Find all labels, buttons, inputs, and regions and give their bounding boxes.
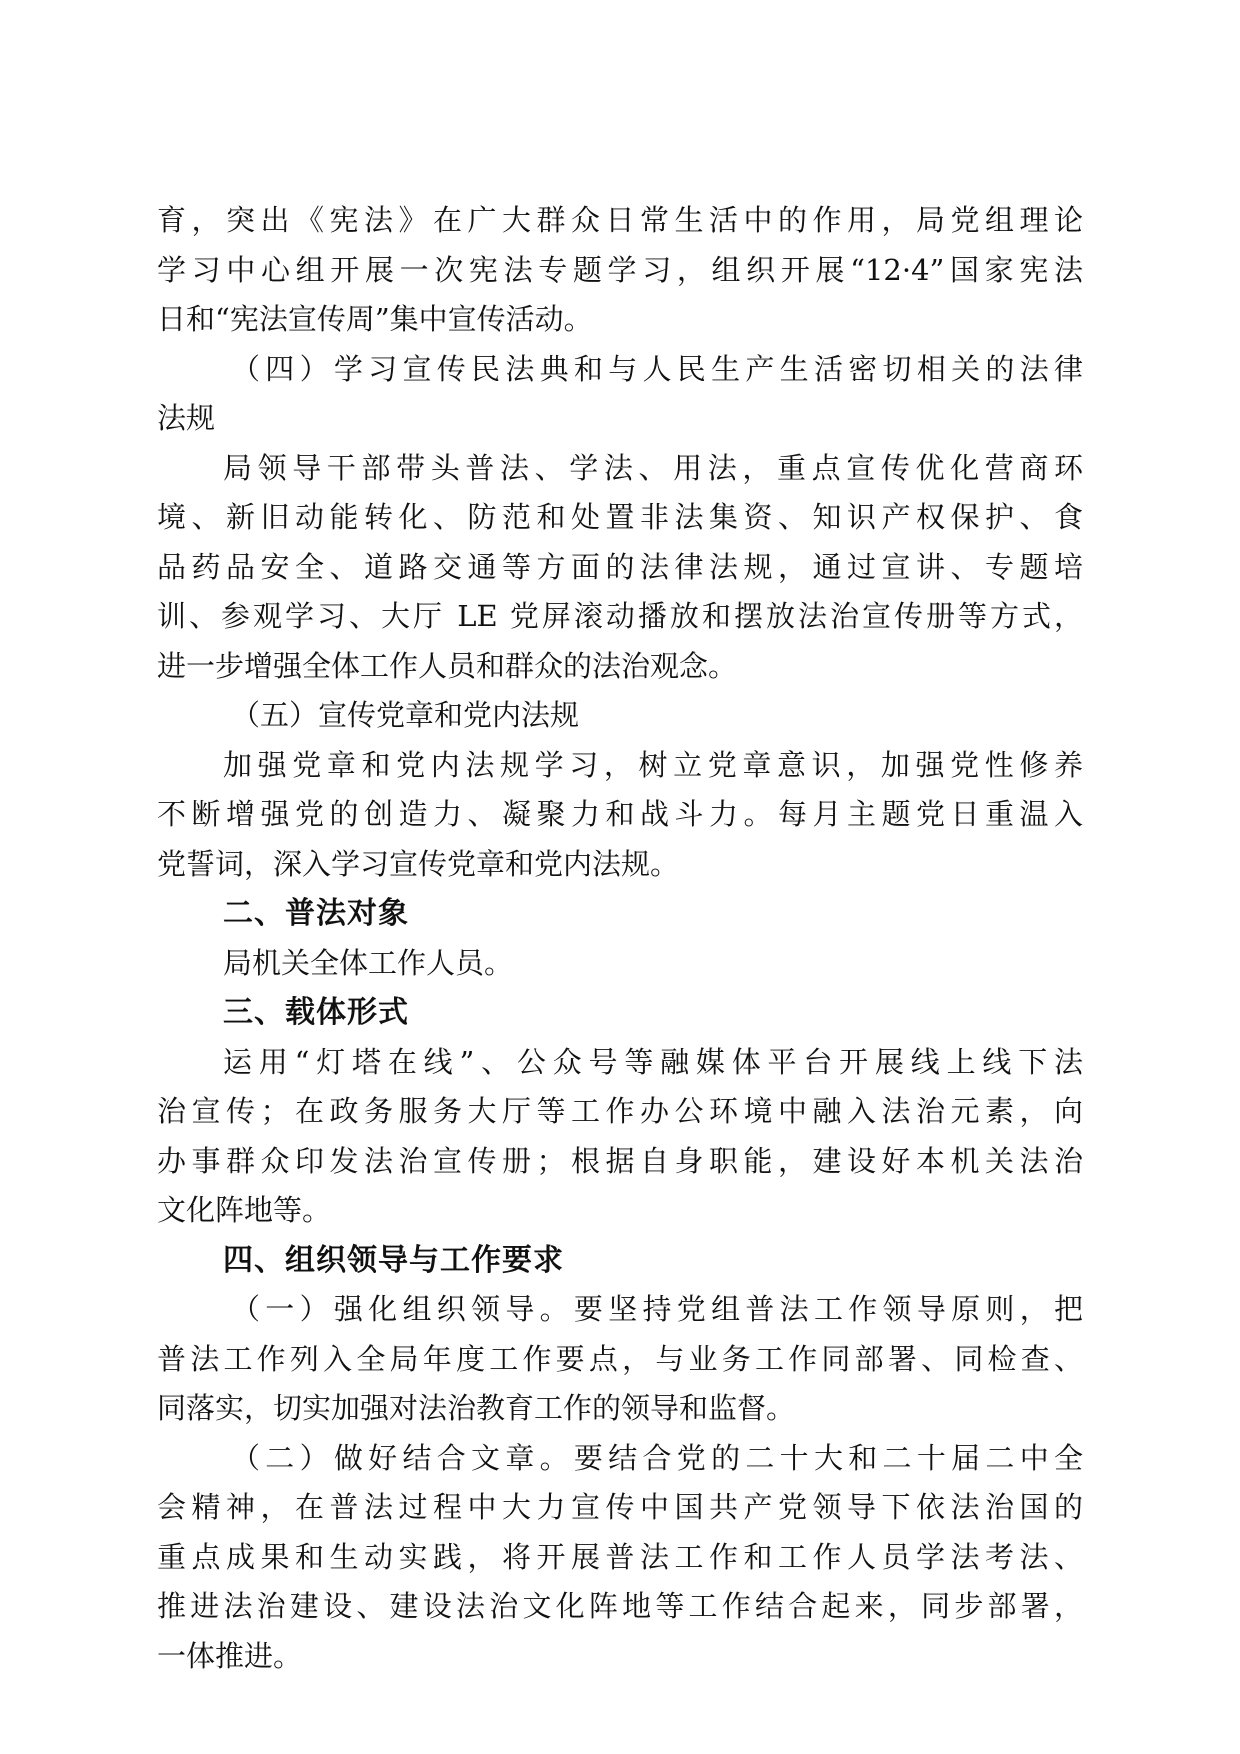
section-title: 四、组织领导与工作要求 — [223, 1242, 564, 1278]
text-line: 文化阵地等。 — [157, 1193, 332, 1227]
paragraph-carrier — [157, 1038, 1083, 1236]
text-line: 日和“宪法宣传周”集中宣传活动。 — [157, 302, 593, 336]
text-line: 同落实，切实加强对法治教育工作的领导和监督。 — [157, 1391, 796, 1425]
text-line: 法规 — [157, 401, 216, 435]
text-line: 训、参观学习、大厅 LE 党屏滚动播放和摆放法治宣传册等方式， — [157, 599, 1083, 633]
section-title: 三、载体形式 — [223, 995, 409, 1030]
subheading-civil-code — [157, 345, 1083, 444]
paragraph-civil-code — [157, 444, 1083, 692]
text-line: 重点成果和生动实践，将开展普法工作和工作人员学法考法、 — [157, 1539, 1083, 1574]
text-line: 加强党章和党内法规学习，树立党章意识，加强党性修养 — [223, 747, 1083, 782]
text-line: 会精神，在普法过程中大力宣传中国共产党领导下依法治国的 — [157, 1490, 1083, 1524]
paragraph-audience — [157, 939, 1083, 989]
text-line: 推进法治建设、建设法治文化阵地等工作结合起来，同步部署， — [157, 1589, 1083, 1623]
text-line: （二）做好结合文章。要结合党的二十大和二十届二中全 — [231, 1440, 1083, 1475]
text-line: 局机关全体工作人员。 — [223, 945, 514, 980]
paragraph-integration — [157, 1434, 1083, 1682]
section-heading-carrier — [157, 988, 1083, 1038]
text-line: 办事群众印发法治宣传册；根据自身职能，建设好本机关法治 — [157, 1143, 1083, 1178]
text-line: 学习中心组开展一次宪法专题学习，组织开展“12·4”国家宪法 — [157, 252, 1083, 287]
text-line: 境、新旧动能转化、防范和处置非法集资、知识产权保护、食 — [157, 500, 1083, 534]
text-line: （四）学习宣传民法典和与人民生产生活密切相关的法律 — [231, 351, 1083, 386]
paragraph-leadership — [157, 1285, 1083, 1434]
text-line: 局领导干部带头普法、学法、用法，重点宣传优化营商环 — [223, 450, 1083, 485]
text-line: 一体推进。 — [157, 1638, 303, 1673]
subheading-party-constitution — [157, 691, 1083, 741]
document-body — [157, 196, 1083, 1681]
paragraph-constitution-continuation — [157, 196, 1083, 345]
text-line: 普法工作列入全局年度工作要点，与业务工作同部署、同检查、 — [157, 1341, 1083, 1376]
text-line: 治宣传；在政务服务大厅等工作办公环境中融入法治元素，向 — [157, 1094, 1083, 1128]
section-title: 二、普法对象 — [223, 896, 409, 931]
paragraph-party-constitution — [157, 741, 1083, 890]
text-line: 育，突出《宪法》在广大群众日常生活中的作用，局党组理论 — [157, 203, 1083, 237]
text-line: 进一步增强全体工作人员和群众的法治观念。 — [157, 648, 738, 683]
text-line: 运用“灯塔在线”、公众号等融媒体平台开展线上线下法 — [223, 1044, 1083, 1079]
text-line: 不断增强党的创造力、凝聚力和战斗力。每月主题党日重温入 — [157, 797, 1083, 831]
text-line: 品药品安全、道路交通等方面的法律法规，通过宣讲、专题培 — [157, 549, 1083, 584]
text-line: 党誓词，深入学习宣传党章和党内法规。 — [157, 846, 680, 881]
section-heading-organization — [157, 1236, 1083, 1286]
section-heading-audience — [157, 889, 1083, 939]
text-line: （五）宣传党章和党内法规 — [231, 698, 580, 732]
text-line: （一）强化组织领导。要坚持党组普法工作领导原则，把 — [231, 1292, 1083, 1326]
